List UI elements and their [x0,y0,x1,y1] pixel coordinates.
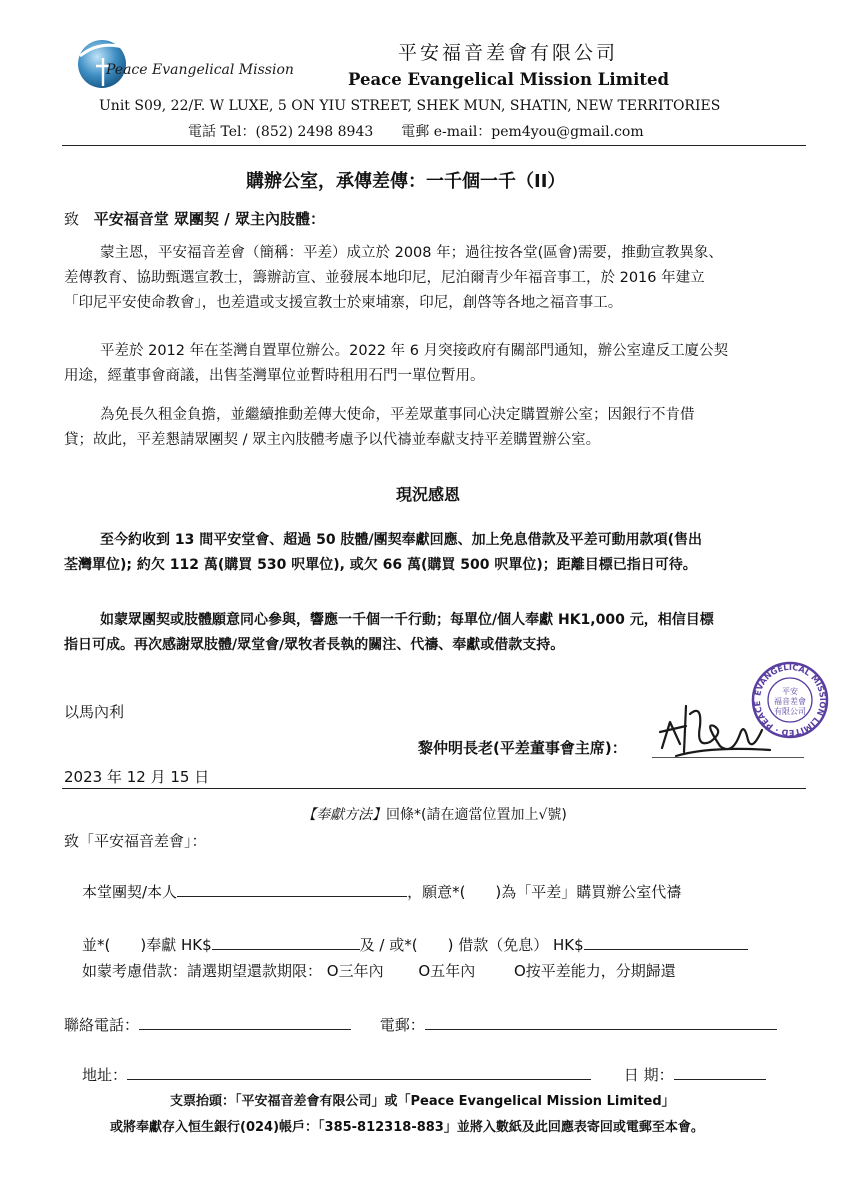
prayer-commitment-label: ，願意*( )為「平差」購買辦公室代禱 [407,883,682,901]
form-header [302,804,567,824]
paragraph-appeal [64,403,784,453]
form-row-repayment [82,960,676,981]
form-row-fellowship [82,881,681,902]
address-label: 地址： [82,1066,128,1084]
form-row-contact [64,1014,777,1035]
loan-amount-field[interactable] [584,935,748,950]
para1-line: 蒙主恩，平安福音差會（簡稱：平差）成立於 2008 年；過往按各堂(區會)需要，推動宣教異象、 [100,245,723,261]
repayment-label: 如蒙考慮借款：請選期望還款期限： [82,962,323,980]
repayment-option-3-years[interactable]: O三年內 [326,962,384,980]
para1-line: 差傳教育、協助甄選宣教士，籌辦訪宣、並發展本地印尼，尼泊爾青少年福音事工，於 2016 年建立 [64,270,705,286]
salutation-recipient: 平安福音堂 眾團契 / 眾主內肢體： [93,210,325,228]
email-label: 電郵： [379,1016,425,1034]
loan-label: 及 / 或*( ) 借款（免息） HK$ [359,936,584,954]
form-header-note: 回條*(請在適當位置加上√號) [386,807,567,823]
fellowship-name-field[interactable] [177,882,407,897]
donation-label: 並*( )奉獻 HK$ [82,936,212,954]
phone-field[interactable] [139,1015,351,1030]
header-divider [62,145,806,146]
org-name-zh: 平安福音差會有限公司 [398,42,619,64]
para1-line: 「印尼平安使命教會」，也差遣或支援宣教士於柬埔寨，印尼，創啓等各地之福音事工。 [64,295,623,311]
org-address: Unit S09, 22/F. W LUXE, 5 ON YIU STREET, SHEK MUN, SHATIN, NEW TERRITORIES [99,98,721,114]
svg-text:EVANGELICAL MISSION LIMITED ·: EVANGELICAL MISSION LIMITED · PEACE [751,661,829,739]
paragraph-status [64,528,784,578]
date-label: 日 期： [623,1066,674,1084]
signatory-name: 黎仲明長老(平差董事會主席)： [418,739,627,757]
salutation [64,208,325,229]
para3-line: 為免長久租金負擔，並繼續推動差傳大使命，平差眾董事同心決定購置辦公室；因銀行不肯借 [100,407,695,423]
para3-line: 貸；故此，平差懇請眾團契 / 眾主內肢體考慮予以代禱並奉獻支持平差購置辦公室。 [64,432,601,448]
donation-amount-field[interactable] [212,935,360,950]
para2-line: 平差於 2012 年在荃灣自置單位辦公。2022 年 6 月突接政府有關部門通知，辦公室違反工廈公契 [100,343,729,359]
letter-title: 購辦公室，承傳差傳：一千個一千（II） [246,171,566,192]
paragraph-office [64,339,784,389]
repayment-option-installments[interactable]: O按平差能力，分期歸還 [513,962,676,980]
section-title: 現況感恩 [396,485,461,504]
form-addressee: 致「平安福音差會」： [64,832,207,850]
paragraph-call [64,608,784,658]
para5-line: 如蒙眾團契或肢體願意同心參與，響應一千個一千行動；每單位/個人奉獻 HK1,000 元，相信目標 [100,612,714,628]
signature-line [652,757,804,758]
closing-blessing: 以馬內利 [64,703,125,721]
form-row-amounts [82,934,748,955]
letter-date: 2023 年 12 月 15 日 [64,768,210,786]
para4-line: 至今約收到 13 間平安堂會、超過 50 肢體/團契奉獻回應、加上免息借款及平差可動用款項(售出 [100,532,702,548]
email-field[interactable] [425,1015,777,1030]
cheque-payee-note: 支票抬頭：「平安福音差會有限公司」或「Peace Evangelical Mission Limited」 [170,1094,675,1109]
address-field[interactable] [127,1065,591,1080]
org-contact: 電話 Tel：(852) 2498 8943 電郵 e-mail：pem4you@gmail.com [188,124,644,140]
fellowship-label: 本堂團契/本人 [82,883,178,901]
para4-line: 荃灣單位); 約欠 112 萬(購買 530 呎單位), 或欠 66 萬(購買 500 呎單位)；距離目標已指日可待。 [64,557,697,573]
org-name-en: Peace Evangelical Mission Limited [348,70,669,89]
para5-line: 指日可成。再次感謝眾肢體/眾堂會/眾牧者長執的關注、代禱、奉獻或借款支持。 [64,637,565,653]
form-header-method: 【奉獻方法】 [302,807,386,823]
phone-label: 聯絡電話： [64,1016,140,1034]
seal-stamp-icon [750,660,830,740]
para2-line: 用途，經董事會商議，出售荃灣單位並暫時租用石門一單位暫用。 [64,368,485,384]
paragraph-intro [64,241,784,316]
salutation-prefix: 致 [64,210,80,228]
date-field[interactable] [674,1065,766,1080]
repayment-option-5-years[interactable]: O五年內 [418,962,476,980]
svg-text:有限公司: 有限公司 [774,707,806,716]
form-row-address [82,1064,766,1085]
bank-transfer-note: 或將奉獻存入恒生銀行(024)帳戶：「385-812318-883」並將入數紙及此回應表寄回或電郵至本會。 [110,1120,704,1135]
logo-text: Peace Evangelical Mission [106,62,294,78]
svg-text:平安: 平安 [782,687,798,696]
svg-text:福音差會: 福音差會 [774,697,806,706]
letter-divider [62,788,806,789]
